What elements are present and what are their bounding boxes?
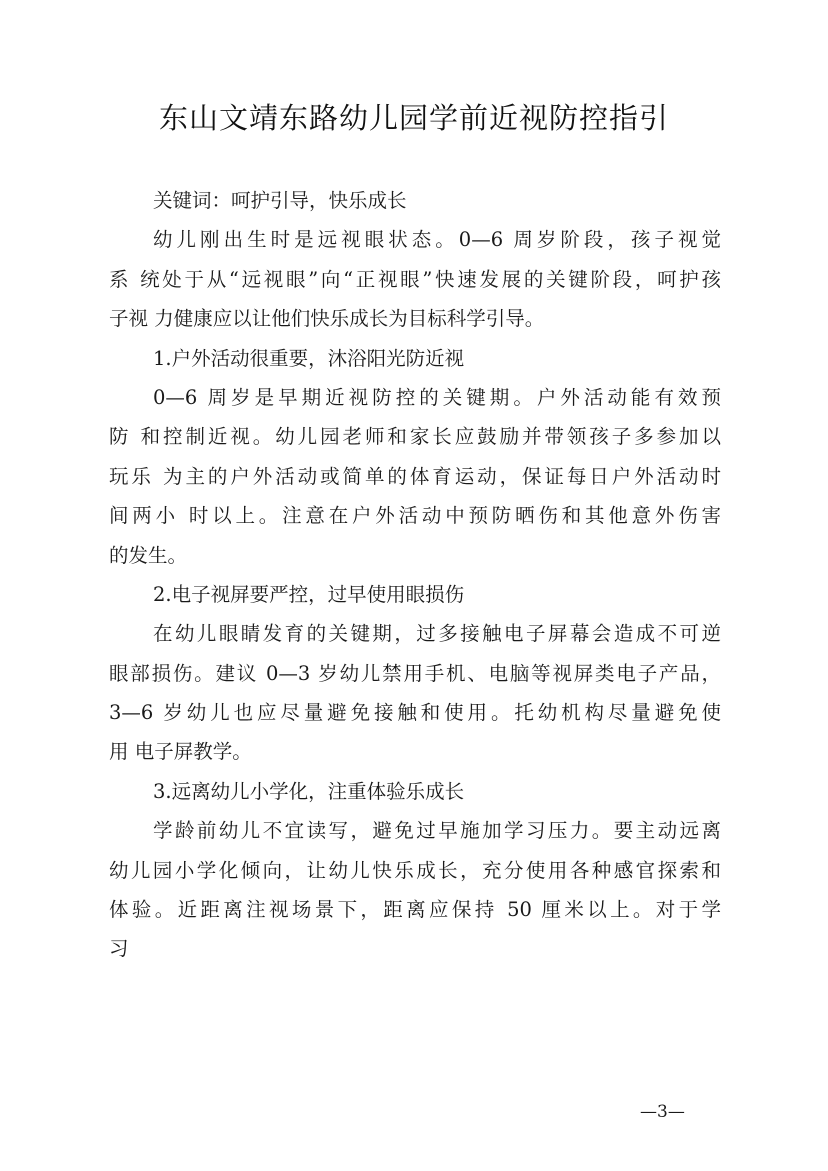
keywords-line: 关键词：呵护引导，快乐成长	[153, 189, 407, 212]
paragraph-line: 防 和控制近视。幼儿园老师和家长应鼓励并带领孩子多参加以	[109, 425, 721, 449]
document-body	[109, 181, 721, 969]
paragraph-line: 幼儿园小学化倾向，让幼儿快乐成长，充分使用各种感官探索和	[109, 858, 721, 882]
paragraph-line: 体验。近距离注视场景下，距离应保持 50 厘米以上。对于学	[109, 898, 721, 922]
page-number: —3—	[640, 1102, 685, 1122]
paragraph-line: 0—6 周岁是早期近视防控的关键期。户外活动能有效预	[153, 385, 721, 409]
paragraph-line: 眼部损伤。建议 0—3 岁幼儿禁用手机、电脑等视屏类电子产品，	[109, 661, 721, 685]
paragraph-line: 用 电子屏教学。	[109, 740, 252, 764]
paragraph-line: 3—6 岁幼儿也应尽量避免接触和使用。托幼机构尽量避免使	[109, 701, 721, 725]
section-heading: 2.电子视屏要严控，过早使用眼损伤	[153, 582, 465, 606]
paragraph-line: 学龄前幼儿不宜读写，避免过早施加学习压力。要主动远离	[153, 819, 721, 843]
intro-line: 幼儿刚出生时是远视眼状态。0—6 周岁阶段，孩子视觉	[153, 228, 721, 252]
section-heading: 3.远离幼儿小学化，注重体验乐成长	[153, 779, 465, 803]
paragraph-line: 玩乐 为主的户外活动或简单的体育运动，保证每日户外活动时	[109, 464, 721, 488]
paragraph-line: 的发生。	[109, 543, 188, 567]
paragraph-line: 在幼儿眼睛发育的关键期，过多接触电子屏幕会造成不可逆	[153, 622, 721, 646]
section-heading: 1.户外活动很重要，沐浴阳光防近视	[153, 346, 465, 370]
paragraph-line: 间两小 时以上。注意在户外活动中预防晒伤和其他意外伤害	[109, 504, 721, 528]
intro-line: 系 统处于从“远视眼”向“正视眼”快速发展的关键阶段，呵护孩	[109, 267, 721, 291]
paragraph-line: 习	[109, 937, 129, 961]
intro-line: 子视 力健康应以让他们快乐成长为目标科学引导。	[109, 307, 545, 331]
document-title: 东山文靖东路幼儿园学前近视防控指引	[158, 101, 669, 135]
